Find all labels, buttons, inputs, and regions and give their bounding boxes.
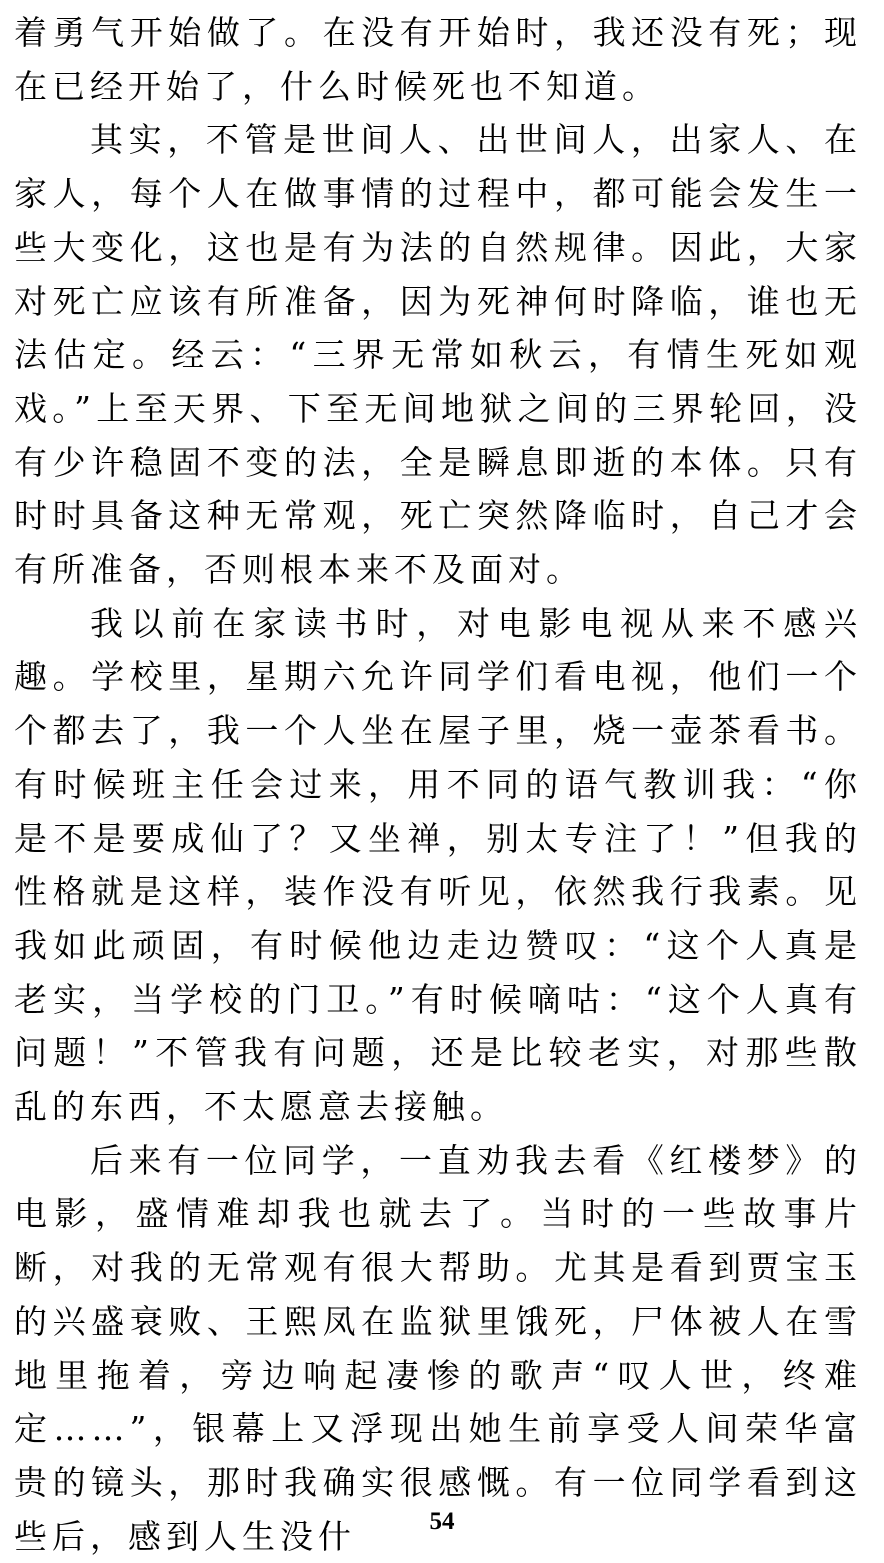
page-number: 54 (429, 1508, 455, 1535)
paragraph-red-chamber: 后来有一位同学，一直劝我去看《红楼梦》的电影，盛情难却我也就去了。当时的一些故事片断，对我的无常观有很大帮助。尤其是看到贾宝玉的兴盛衰败、王熙凤在监狱里饿死，尸体被人在雪地里拖着，旁边响起凄惨的歌声“叹人世，终难定……”，银幕上又浮现出她生前享受人间荣华富贵的镜头，那时我确实很感慨。有一位同学看到这些后，感到人生没什 (14, 1140, 862, 1556)
paragraph-school-memory: 我以前在家读书时，对电影电视从来不感兴趣。学校里，星期六允许同学们看电视，他们一个个都去了，我一个人坐在屋子里，烧一壶茶看书。有时候班主任会过来，用不同的语气教训我：“你是不是要成仙了？又坐禅，别太专注了！”但我的性格就是这样，装作没有听见，依然我行我素。见我如此顽固，有时候他边走边赞叹：“这个人真是老实，当学校的门卫。”有时候嘀咕：“这个人真有问题！”不管我有问题，还是比较老实，对那些散乱的东西，不太愿意去接触。 (14, 603, 862, 1127)
page-body (14, 6, 862, 1563)
paragraph-impermanence: 其实，不管是世间人、出世间人，出家人、在家人，每个人在做事情的过程中，都可能会发生一些大变化，这也是有为法的自然规律。因此，大家对死亡应该有所准备，因为死神何时降临，谁也无法估定。经云：“三界无常如秋云，有情生死如观戏。”上至天界、下至无间地狱之间的三界轮回，没有少许稳固不变的法，全是瞬息即逝的本体。只有时时具备这种无常观，死亡突然降临时，自己才会有所准备，否则根本来不及面对。 (14, 120, 862, 590)
paragraph-continued: 着勇气开始做了。在没有开始时，我还没有死；现在已经开始了，什么时候死也不知道。 (14, 13, 862, 106)
